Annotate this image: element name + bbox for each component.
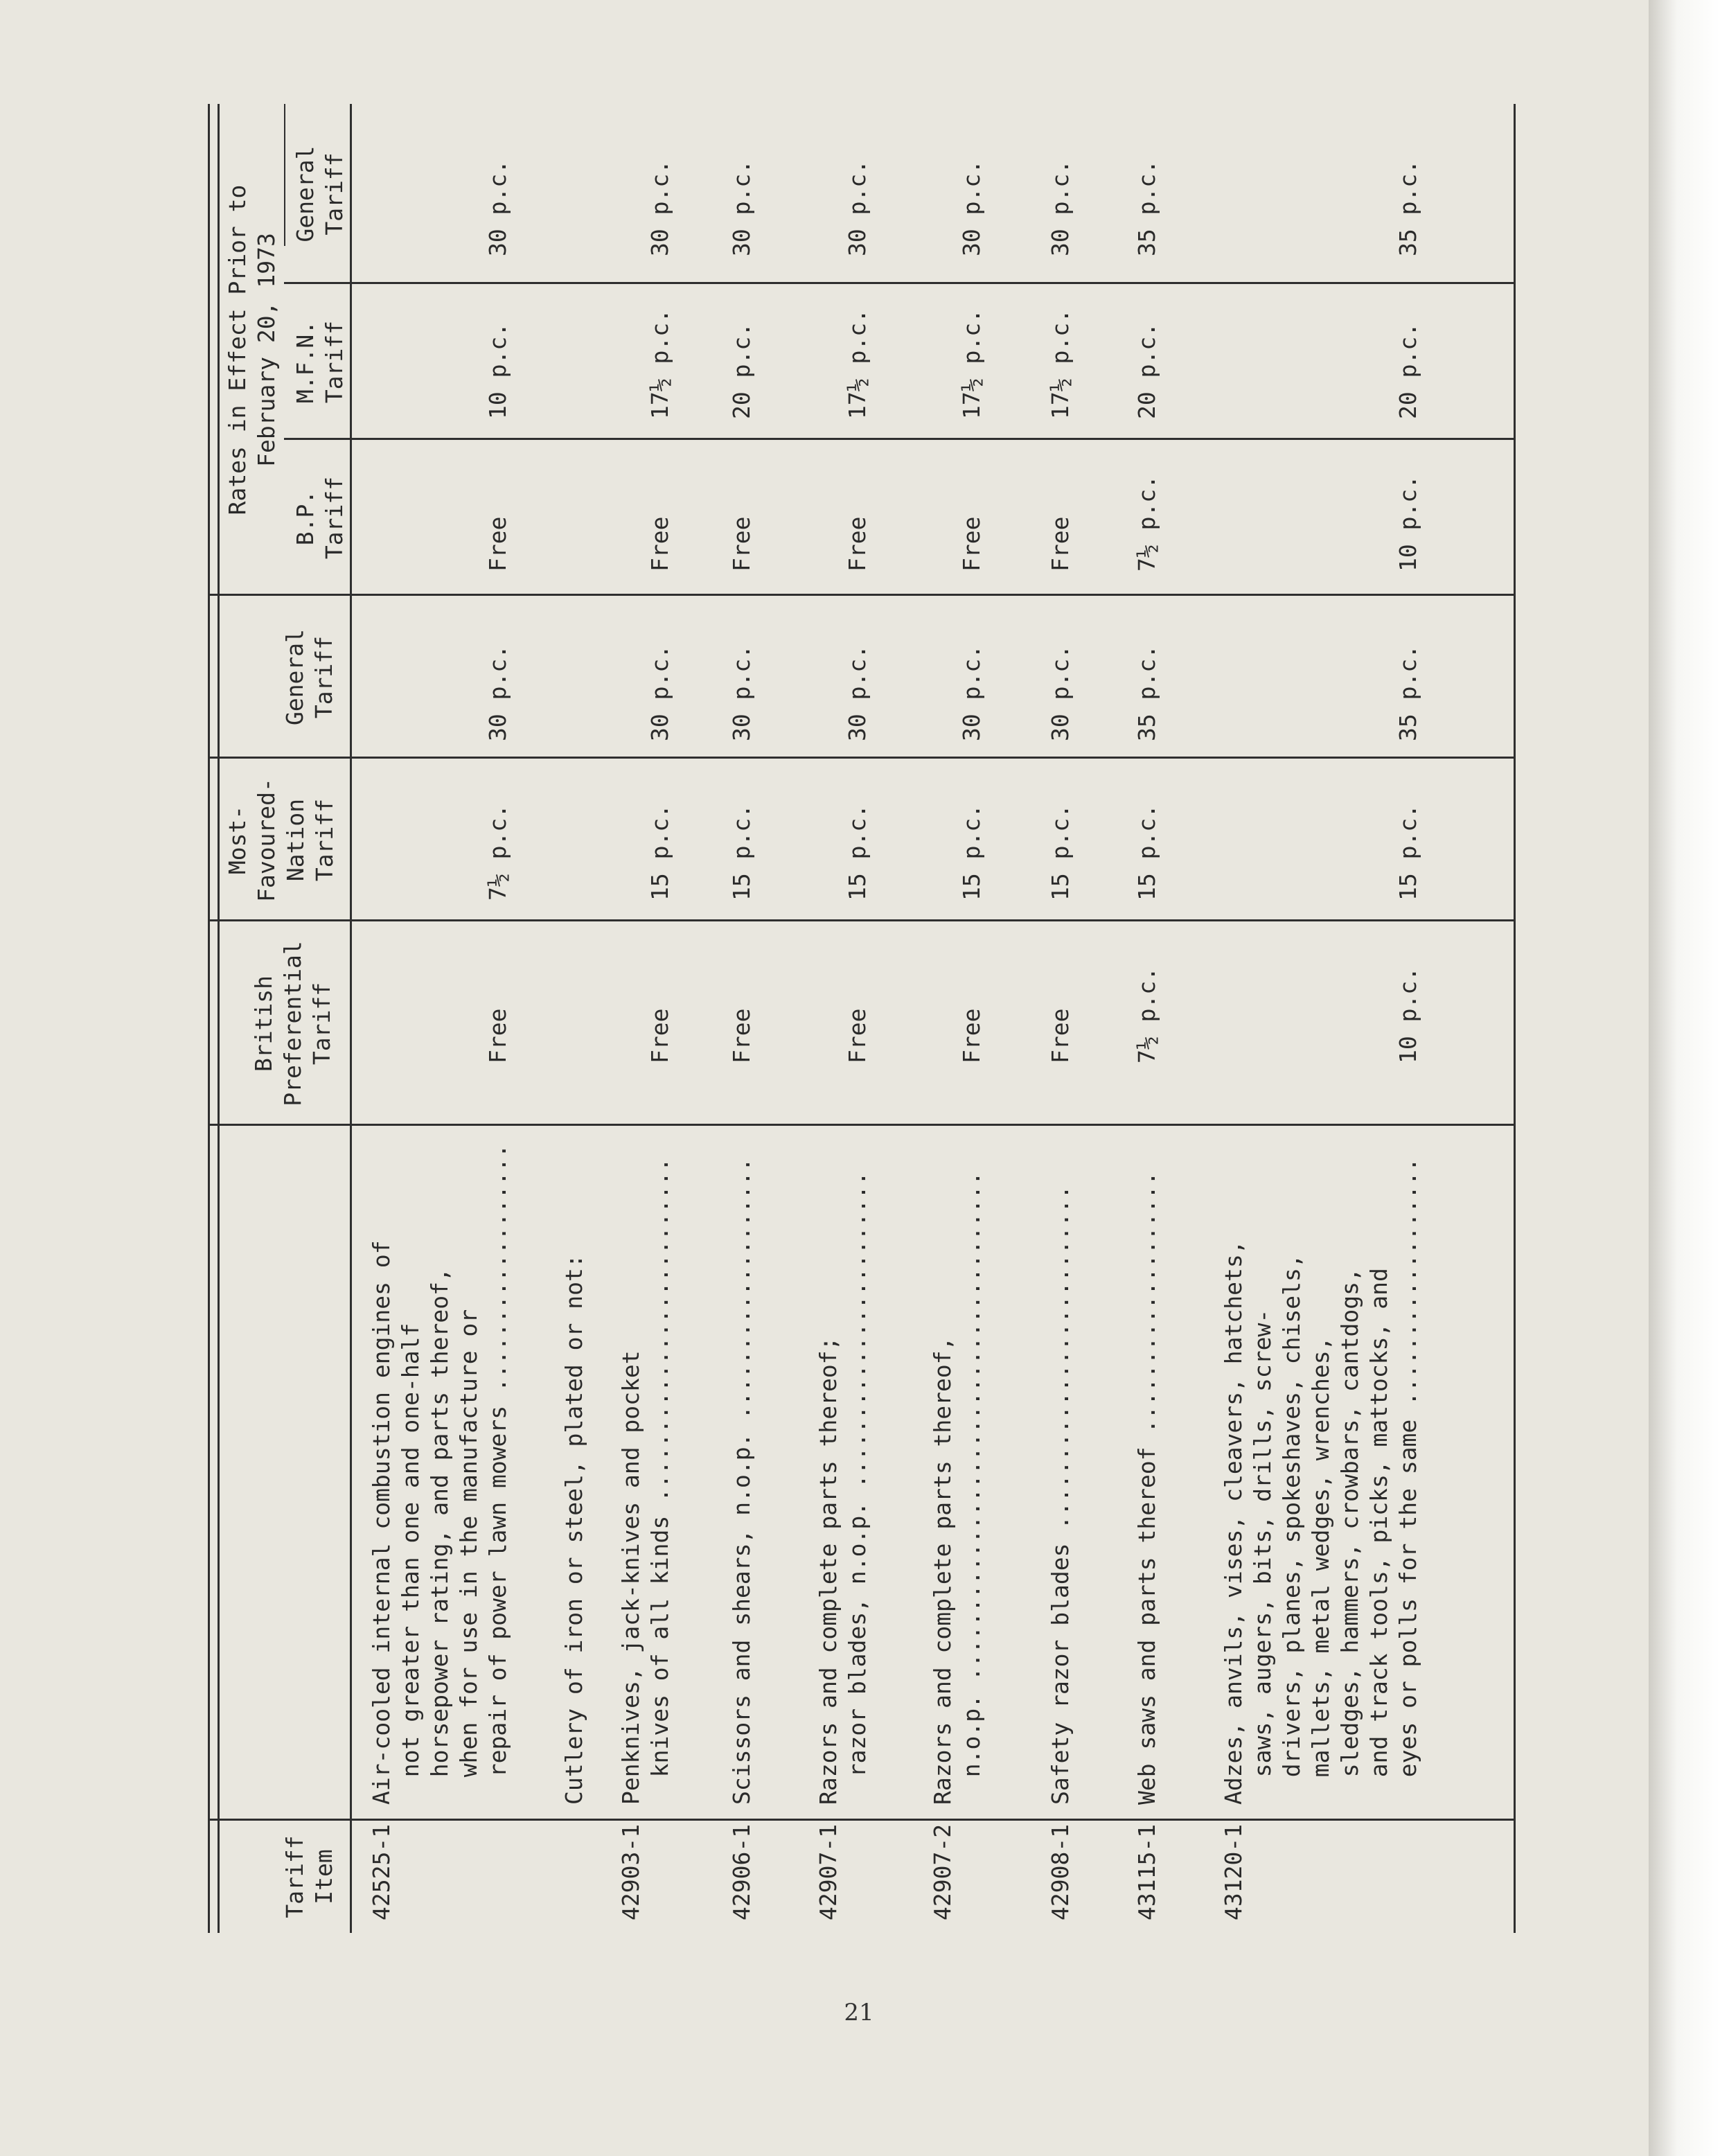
col-rule-bpt [208,919,1514,921]
header-most-favoured-nation: Most- Favoured- Nation Tariff [224,778,338,902]
row-general-prior: 30 p.c. [1047,159,1074,256]
header-mfn-prior: M.F.N. Tariff [292,320,348,404]
row-bp-prior: Free [844,516,871,572]
row-general-prior: 30 p.c. [728,159,755,256]
row-description: Web saws and parts thereof ................... [1133,1172,1160,1805]
row-general-prior: 30 p.c. [484,159,511,256]
row-mfn: 15 p.c. [1394,804,1421,901]
row-bpt: Free [1047,1008,1074,1063]
header-british-preferential: British Preferential Tariff [250,941,335,1106]
row-item-code: 42906-1 [728,1823,755,1920]
row-bp-prior: Free [484,516,511,572]
row-mfn: 15 p.c. [728,804,755,901]
row-description: Razors and complete parts thereof, n.o.p. ..................................... [929,1172,985,1805]
row-bpt: Free [844,1008,871,1063]
row-item-code: 42908-1 [1047,1823,1074,1920]
row-general-prior: 30 p.c. [646,159,673,256]
col-rule-desc [208,1124,1514,1126]
row-description: Air-cooled internal combustion engines of not greater than one and one-half horsepower rating, and parts thereof, when for use in the manufacture or repair of power lawn mowers .................. [368,1144,511,1805]
row-description: Razors and complete parts thereof; razor blades, n.o.p. ....................... [815,1172,871,1805]
header-bp-prior: B.P. Tariff [292,476,348,560]
row-item-code: 42907-2 [929,1823,956,1920]
row-general: 30 p.c. [958,644,985,741]
row-general: 30 p.c. [1047,644,1074,741]
header-general: General Tariff [281,628,337,726]
page-edge-shadow [1649,0,1720,2156]
row-description: Safety razor blades ......................... [1047,1185,1074,1805]
row-mfn-prior: 17½ p.c. [844,309,871,419]
row-description: Adzes, anvils, vises, cleavers, hatchets, saws, augers, bits, drills, screw- drivers, planes, spokeshaves, chisels, mallets, metal wedges, wrenches, sledges, hammers, crowbars, cantdogs, and track tools, picks, mattocks, and eyes or polls for the same .................. [1220,1158,1421,1805]
row-mfn: 15 p.c. [1047,804,1074,901]
row-general-prior: 30 p.c. [958,159,985,256]
row-mfn-prior: 17½ p.c. [1047,309,1074,419]
row-item-code: 43120-1 [1220,1823,1247,1920]
tariff-table [208,104,1524,1933]
row-mfn-prior: 20 p.c. [728,322,755,419]
row-bpt: 7½ p.c. [1133,966,1160,1063]
row-bp-prior: Free [1047,516,1074,572]
header-bottom-rule [350,104,352,1933]
page-number: 21 [844,1999,874,2026]
row-general-prior: 35 p.c. [1394,159,1421,256]
row-bp-prior: Free [728,516,755,572]
row-mfn: 7½ p.c. [484,804,511,901]
header-general-prior: General Tariff [292,145,348,242]
row-item-code: 42907-1 [815,1823,842,1920]
row-bpt: Free [728,1008,755,1063]
row-general: 30 p.c. [844,644,871,741]
row-general: 35 p.c. [1394,644,1421,741]
table-top-rule-1 [208,104,210,1933]
row-bpt: 10 p.c. [1394,966,1421,1063]
table-top-rule-2 [218,104,220,1933]
row-mfn: 15 p.c. [844,804,871,901]
row-mfn-prior: 17½ p.c. [646,309,673,419]
row-bp-prior: Free [958,516,985,572]
row-description: Scissors and shears, n.o.p. ................... [728,1158,755,1805]
row-general: 35 p.c. [1133,644,1160,741]
row-mfn-prior: 20 p.c. [1394,322,1421,419]
row-general: 30 p.c. [728,644,755,741]
row-bpt: Free [484,1008,511,1063]
row-mfn-prior: 10 p.c. [484,322,511,419]
row-bp-prior: Free [646,516,673,572]
row-bpt: Free [958,1008,985,1063]
col-rule-mfn-prior [284,282,1514,284]
header-rates-prior: Rates in Effect Prior to February 20, 1973 [224,184,280,515]
row-bpt: Free [646,1008,673,1063]
rates-group-rule [284,104,285,246]
row-mfn-prior: 20 p.c. [1133,322,1160,419]
row-mfn: 15 p.c. [646,804,673,901]
table-bottom-rule [1514,104,1516,1933]
row-general: 30 p.c. [646,644,673,741]
col-rule-mfn [208,757,1514,759]
row-item-code: 42903-1 [617,1823,644,1920]
row-bp-prior: 7½ p.c. [1133,475,1160,572]
row-mfn-prior: 17½ p.c. [958,309,985,419]
col-rule-general [208,594,1514,596]
row-general-prior: 30 p.c. [844,159,871,256]
row-bp-prior: 10 p.c. [1394,475,1421,572]
row-mfn: 15 p.c. [958,804,985,901]
row-item-code: 43115-1 [1133,1823,1160,1920]
row-mfn: 15 p.c. [1133,804,1160,901]
col-rule-bp-prior [284,438,1514,440]
col-rule-item [208,1819,1514,1821]
row-item-code: 42525-1 [368,1823,395,1920]
row-general-prior: 35 p.c. [1133,159,1160,256]
row-general: 30 p.c. [484,644,511,741]
row-category-heading: Cutlery of iron or steel, plated or not: [560,1254,587,1805]
row-description: Penknives, jack-knives and pocket knives of all kinds ......................... [617,1158,673,1805]
header-tariff-item: Tariff Item [281,1835,337,1918]
